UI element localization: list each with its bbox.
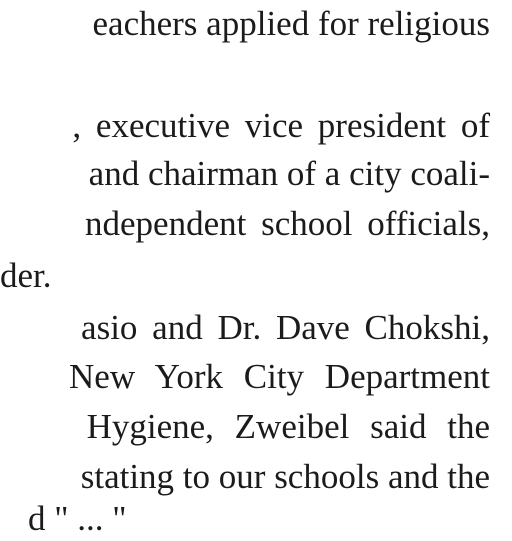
text-line-10-partial: d " ... " [28,499,127,538]
text-line-5: der. [0,256,52,295]
text-line-1: eachers applied for religious [92,4,490,43]
text-line-6: asio and Dr. Dave Chokshi, [81,308,490,347]
text-line-8: Hygiene, Zweibel said the [86,407,490,446]
text-line-4: ndependent school officials, [85,204,490,243]
text-line-3: and chairman of a city coali- [88,154,490,193]
text-line-7: New York City Department [69,357,490,396]
text-line-9: stating to our schools and the [80,457,490,496]
text-line-2: , executive vice president of [72,106,490,145]
